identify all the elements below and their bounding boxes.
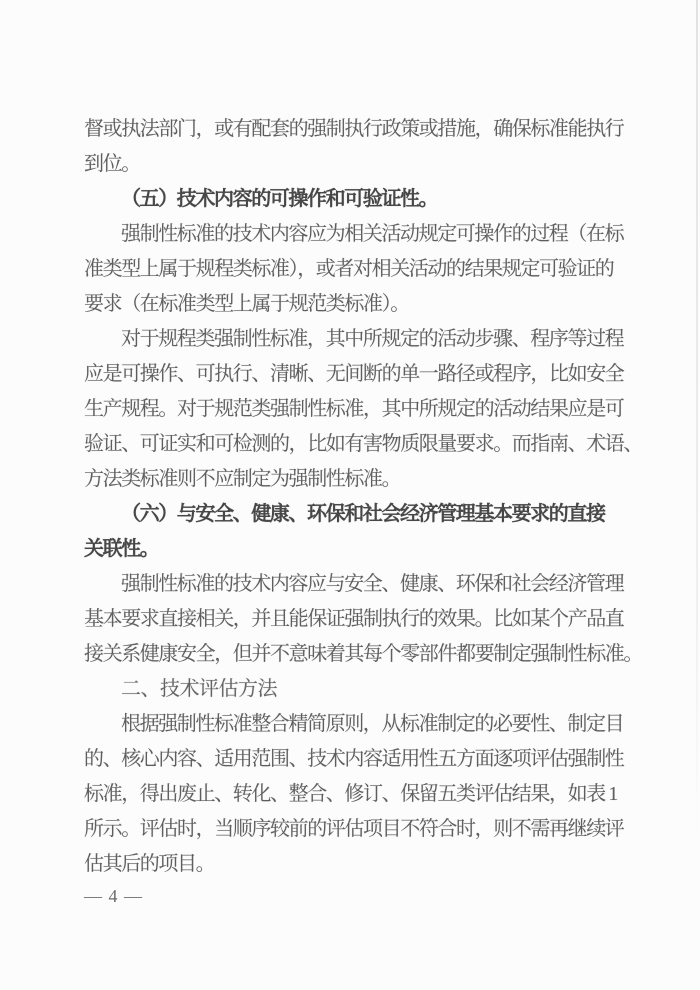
- paragraph: [84, 217, 624, 322]
- text-line: 对于规程类强制性标准，其中所规定的活动步骤、程序等过程: [121, 328, 624, 350]
- text-line: 估其后的项目。: [84, 853, 215, 875]
- paragraph: [84, 567, 642, 672]
- text-line: 生产规程。对于规范类强制性标准，其中所规定的活动结果应是可: [84, 398, 624, 420]
- paragraph: [84, 322, 642, 497]
- section-heading: [84, 672, 624, 707]
- text-line: 标准，得出废止、转化、整合、修订、保留五类评估结果，如表 1: [84, 783, 617, 805]
- text-line: 接关系健康安全，但并不意味着其每个零部件都要制定强制性标准。: [84, 643, 642, 665]
- text-line: 关联性。: [84, 538, 159, 560]
- text-line: 根据强制性标准整合精简原则，从标准制定的必要性、制定目: [121, 713, 624, 735]
- text-line: 准类型上属于规程类标准），或者对相关活动的结果规定可验证的: [84, 258, 614, 280]
- text-line: 的、核心内容、适用范围、技术内容适用性五方面逐项评估强制性: [84, 748, 624, 770]
- paragraph: [84, 707, 624, 882]
- text-line: 二、技术评估方法: [121, 678, 277, 700]
- text-line: 基本要求直接相关，并且能保证强制执行的效果。比如某个产品直: [84, 608, 624, 630]
- text-line: （五）技术内容的可操作和可验证性。: [121, 188, 438, 210]
- paragraph: [84, 112, 624, 182]
- text-line: 验证、可证实和可检测的，比如有害物质限量要求。而指南、术语、: [84, 433, 642, 455]
- text-line: （六）与安全、健康、环保和社会经济管理基本要求的直接: [121, 503, 605, 525]
- text-line: 督或执法部门，或有配套的强制执行政策或措施，确保标准能执行: [84, 118, 624, 140]
- section-heading: [84, 182, 624, 217]
- scan-edge-artifact: [696, 0, 698, 845]
- text-line: 强制性标准的技术内容应与安全、健康、环保和社会经济管理: [121, 573, 624, 595]
- text-line: 要求（在标准类型上属于规范类标准）。: [84, 293, 409, 315]
- section-heading: [84, 497, 624, 567]
- document-body: [84, 112, 642, 882]
- text-line: 应是可操作、可执行、清晰、无间断的单一路径或程序，比如安全: [84, 363, 624, 385]
- text-line: 强制性标准的技术内容应为相关活动规定可操作的过程（在标: [121, 223, 624, 245]
- text-line: 方法类标准则不应制定为强制性标准。: [84, 468, 401, 490]
- page-number: — 4 —: [84, 886, 143, 906]
- text-line: 到位。: [84, 153, 140, 175]
- text-line: 所示。评估时，当顺序较前的评估项目不符合时，则不需再继续评: [84, 818, 624, 840]
